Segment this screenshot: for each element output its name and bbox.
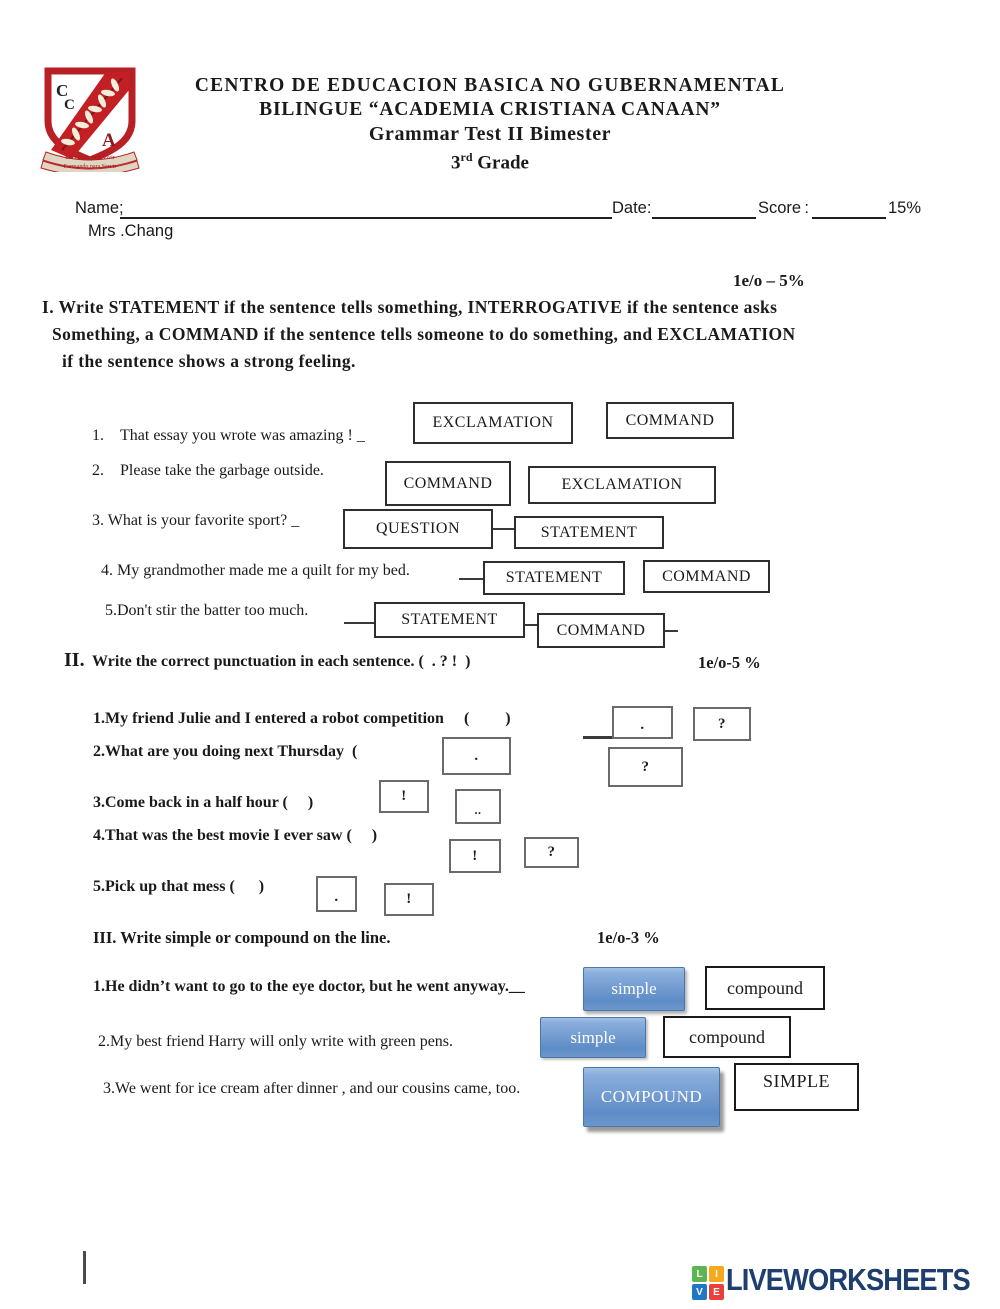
section1-instructions-line3: if the sentence shows a strong feeling. <box>62 351 356 371</box>
text-cursor <box>83 1251 86 1284</box>
s2-item2-option-question[interactable]: ? <box>608 747 683 787</box>
section1-points: 1e/o – 5% <box>733 271 805 290</box>
s1-item3-option-statement[interactable]: STATEMENT <box>514 516 664 549</box>
crest-letter-a: A <box>102 130 116 151</box>
section2-heading: Write the correct punctuation in each sentence. ( . ? ! ) <box>92 653 471 670</box>
s2-item5-text: 5.Pick up that mess ( ) <box>93 878 265 895</box>
liveworksheets-wordmark[interactable]: LIVEWORKSHEETS <box>726 1262 970 1297</box>
s1-item4-text: 4. My grandmother made me a quilt for my bed. <box>101 562 410 579</box>
connector-line <box>525 624 537 626</box>
s2-item4-option-question[interactable]: ? <box>524 837 579 868</box>
logo-tile-l: L <box>692 1266 707 1282</box>
crest-letter-c2: C <box>64 97 75 113</box>
section2-numeral: II. <box>64 649 85 671</box>
connector-line <box>583 736 612 739</box>
s1-item4-option-statement[interactable]: STATEMENT <box>483 561 625 595</box>
s3-item1-answer-simple[interactable]: simple <box>583 967 685 1011</box>
logo-tile-e: E <box>709 1284 724 1300</box>
teacher-name: Mrs .Chang <box>88 222 174 240</box>
s1-item1-option-command[interactable]: COMMAND <box>606 402 734 439</box>
s1-item2-option-command[interactable]: COMMAND <box>385 461 511 506</box>
section1-instructions-line1: I. Write STATEMENT if the sentence tells something, INTERROGATIVE if the sentence asks <box>42 297 778 317</box>
s2-item2-option-period[interactable]: . <box>442 737 511 775</box>
connector-line <box>344 622 374 624</box>
connector-line <box>459 578 483 580</box>
school-crest-logo <box>38 66 142 172</box>
s2-item3-text: 3.Come back in a half hour ( ) <box>93 794 314 811</box>
score-input-line[interactable] <box>812 217 886 219</box>
section3-heading: III. Write simple or compound on the line. <box>93 928 391 947</box>
grade-line <box>140 150 840 174</box>
s2-item3-option-exclaim[interactable]: ! <box>379 780 429 813</box>
s3-item2-answer-simple[interactable]: simple <box>540 1017 646 1058</box>
school-name-line1: CENTRO DE EDUCACION BASICA NO GUBERNAMENTAL <box>194 75 786 96</box>
s1-item2-option-exclamation[interactable]: EXCLAMATION <box>528 466 716 504</box>
s1-item5-option-command[interactable]: COMMAND <box>537 613 665 648</box>
s3-item1-text: 1.He didn’t want to go to the eye doctor, but he went anyway.__ <box>93 978 525 995</box>
s3-item1-option-compound[interactable]: compound <box>705 966 825 1010</box>
s2-item1-text: 1.My friend Julie and I entered a robot competition ( ) <box>93 710 511 727</box>
s2-item1-option-question[interactable]: ? <box>693 707 751 741</box>
logo-tile-i: I <box>709 1266 724 1282</box>
section1-instructions-line2: Something, a COMMAND if the sentence tells someone to do something, and EXCLAMATION <box>52 324 796 344</box>
connector-line <box>665 630 678 632</box>
s2-item4-text: 4.That was the best movie I ever saw ( ) <box>93 827 378 844</box>
date-label: Date: <box>612 199 652 217</box>
date-input-line[interactable] <box>652 217 756 219</box>
s3-item2-text: 2.My best friend Harry will only write with green pens. <box>98 1033 454 1050</box>
s1-item5-text: 5.Don't stir the batter too much. <box>105 602 309 619</box>
s1-item3-option-question[interactable]: QUESTION <box>343 509 493 549</box>
school-name-line2: BILINGUE “ACADEMIA CRISTIANA CANAAN” <box>259 99 721 120</box>
s2-item2-text: 2.What are you doing next Thursday ( <box>93 743 358 760</box>
score-label: Score : <box>758 199 809 217</box>
s3-item3-answer-compound[interactable]: COMPOUND <box>583 1067 720 1127</box>
grade-number: 3 <box>451 152 461 174</box>
s1-item2-text: 2. Please take the garbage outside. <box>92 462 324 479</box>
s1-item3-text: 3. What is your favorite sport? _ <box>92 512 300 529</box>
crest-banner-line2: Formando para Servir <box>63 164 117 170</box>
s2-item4-option-exclaim[interactable]: ! <box>449 839 501 873</box>
name-input-line[interactable] <box>120 217 612 219</box>
s2-item5-option-exclaim[interactable]: ! <box>384 883 434 916</box>
section2-points: 1e/o-5 % <box>698 653 761 672</box>
s2-item1-option-period[interactable]: . <box>612 706 673 739</box>
s3-item3-text: 3.We went for ice cream after dinner , and our cousins came, too. <box>103 1080 521 1097</box>
logo-tile-v: V <box>692 1284 707 1300</box>
section3-points: 1e/o-3 % <box>597 928 660 947</box>
s3-item2-option-compound[interactable]: compound <box>663 1016 791 1058</box>
s1-item5-option-statement[interactable]: STATEMENT <box>374 602 525 638</box>
liveworksheets-logo[interactable] <box>692 1266 724 1300</box>
s1-item1-text: 1. That essay you wrote was amazing ! _ <box>92 427 365 444</box>
grade-ordinal: rd <box>460 150 473 164</box>
name-label: Name; <box>75 199 124 217</box>
s2-item5-option-period[interactable]: . <box>316 876 357 912</box>
s3-item3-option-simple[interactable]: SIMPLE <box>734 1063 859 1111</box>
s1-item1-option-exclamation[interactable]: EXCLAMATION <box>413 402 573 444</box>
score-value: 15% <box>888 199 922 217</box>
crest-banner-line1: Educando para Vivir <box>65 155 115 161</box>
s2-item3-option-dots[interactable]: .. <box>455 789 501 824</box>
grade-word: Grade <box>472 152 529 174</box>
s1-item4-option-command[interactable]: COMMAND <box>643 560 770 593</box>
connector-line <box>493 528 514 530</box>
test-title: Grammar Test II Bimester <box>368 123 612 145</box>
crest-letter-c1: C <box>56 81 69 100</box>
